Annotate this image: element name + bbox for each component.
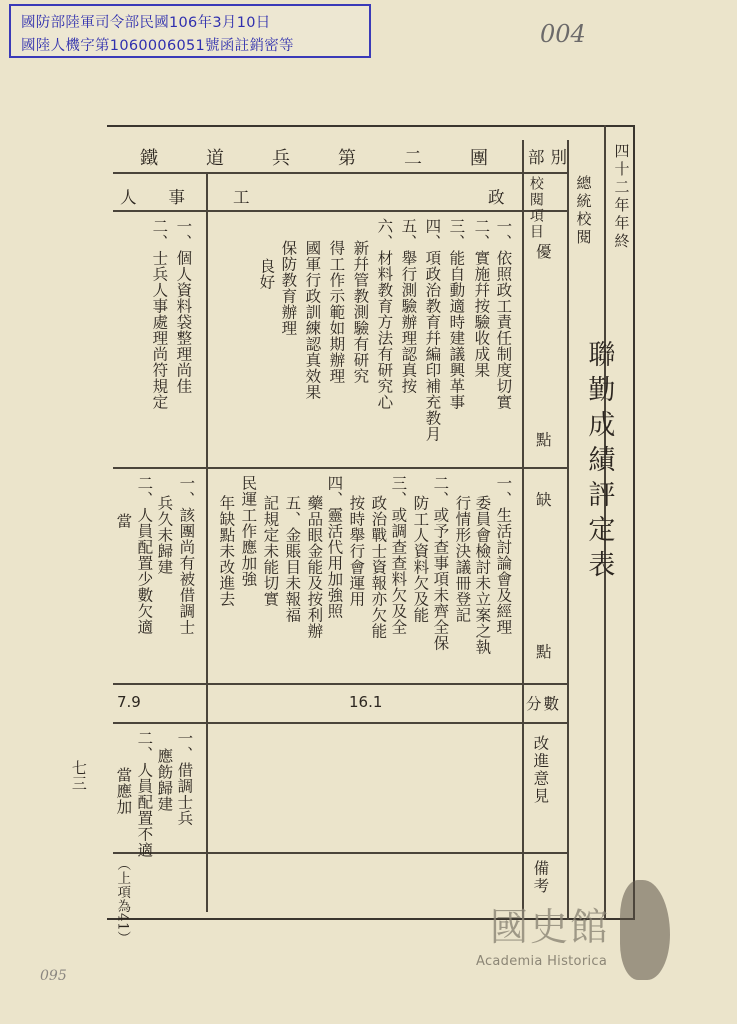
text-column: 藥品眼金能及按利辦 (305, 495, 324, 639)
text-column: 良好 (257, 258, 276, 290)
logo-text: 國史館 (490, 905, 611, 949)
handwritten-serial: 095 (40, 968, 67, 984)
logo-text-en: Academia Historica (476, 954, 608, 969)
divider (522, 140, 524, 920)
title-sub-col1: 四十二年年終 (612, 143, 631, 251)
text-column: 二、或予查事項未齊全保 (431, 475, 450, 651)
text-column: 二、士兵人事處理尚符規定 (150, 218, 169, 410)
divider (113, 722, 568, 724)
text-column: 五、金賬目未報福 (283, 495, 302, 623)
form-title: 聯勤成績評定表 (583, 340, 615, 585)
divider (113, 683, 568, 685)
title-sub-col2: 總統校閱 (574, 175, 593, 247)
divider (113, 467, 568, 469)
text-column: 三、或調查查料欠及全 (389, 475, 408, 635)
text-column: 一、個人資料袋整理尚佳 (174, 218, 193, 394)
text-column: 政治戰士資報亦欠能 (369, 495, 388, 639)
text-column: 四、靈活代用加強照 (325, 475, 344, 619)
academia-historica-logo (470, 880, 700, 990)
logo-brush-mark (620, 880, 670, 980)
text-column: 二、人員配置不適 (135, 730, 154, 858)
item-label: 校閱項目 (527, 176, 544, 240)
text-column: 應飭歸建 (155, 748, 174, 812)
label-points: 點 (536, 431, 554, 449)
text-column: 保防教育辦理 (279, 240, 298, 336)
text-column: 防工人資料欠及能 (411, 495, 430, 623)
side-page-number: 七三 (69, 760, 88, 791)
label-suggestions: 改進意見 (531, 735, 550, 805)
text-column: 當 (114, 513, 133, 529)
label-strengths: 優 (536, 243, 554, 261)
text-column: 二、實施幷按驗收成果 (472, 218, 491, 378)
label-score: 分數 (526, 695, 562, 713)
text-column: 年缺點未改進去 (217, 495, 236, 607)
text-column: 六、材料教育方法有研究心 (375, 218, 394, 410)
divider (567, 140, 569, 920)
label-weaknesses: 缺 (536, 491, 554, 509)
divider (113, 852, 568, 854)
text-column: 一、生活討論會及經理 (494, 475, 513, 635)
text-column: 國軍行政訓練認真效果 (303, 240, 322, 400)
section-politics: 政 (488, 188, 505, 207)
divider (113, 172, 568, 174)
text-column: 委員會檢討未立案之執 (473, 495, 492, 655)
section-work: 工 (233, 188, 250, 207)
declassification-stamp (9, 4, 371, 58)
divider (206, 172, 208, 912)
text-column: 一、依照政工責任制度切實 (494, 218, 513, 410)
text-column: 二、人員配置少數欠適 (135, 475, 154, 635)
text-column: 當應加 (114, 767, 133, 815)
score-personnel: 7.9 (117, 693, 141, 711)
text-column: 記規定未能切實 (261, 495, 280, 607)
divider (113, 210, 568, 212)
stamp-line-1: 國防部陸軍司令部民國106年3月10日 (21, 15, 271, 31)
text-column: 三、能自動適時建議興革事 (447, 218, 466, 410)
text-column: 按時舉行會運用 (347, 495, 366, 607)
stamp-line-2: 國陸人機字第1060006051號函註銷密等 (21, 38, 294, 54)
text-column: 一、該團尚有被借調士 (177, 475, 196, 635)
label-points-2: 點 (536, 643, 554, 661)
section-personnel: 人事 (120, 188, 217, 207)
score-politics: 16.1 (349, 693, 383, 711)
text-column: 民運工作應加強 (239, 475, 258, 587)
label-remarks: 備考 (531, 860, 550, 895)
text-column: 一、借調士兵 (175, 730, 194, 826)
text-column: 新幷管教測驗有研究 (351, 240, 370, 384)
text-column: （上項為41） (114, 857, 131, 946)
text-column: 四、項政治教育幷編印補充教月 (423, 218, 442, 442)
unit-label: 部別 (528, 148, 573, 167)
text-column: 行情形決議冊登記 (453, 495, 472, 623)
handwritten-page-number: 004 (540, 20, 586, 48)
text-column: 兵久未歸建 (155, 495, 174, 575)
text-column: 得工作示範如期辦理 (327, 240, 346, 384)
unit-name: 鐵道兵第二團 (140, 148, 536, 169)
text-column: 五、舉行測驗辦理認真按 (399, 218, 418, 394)
